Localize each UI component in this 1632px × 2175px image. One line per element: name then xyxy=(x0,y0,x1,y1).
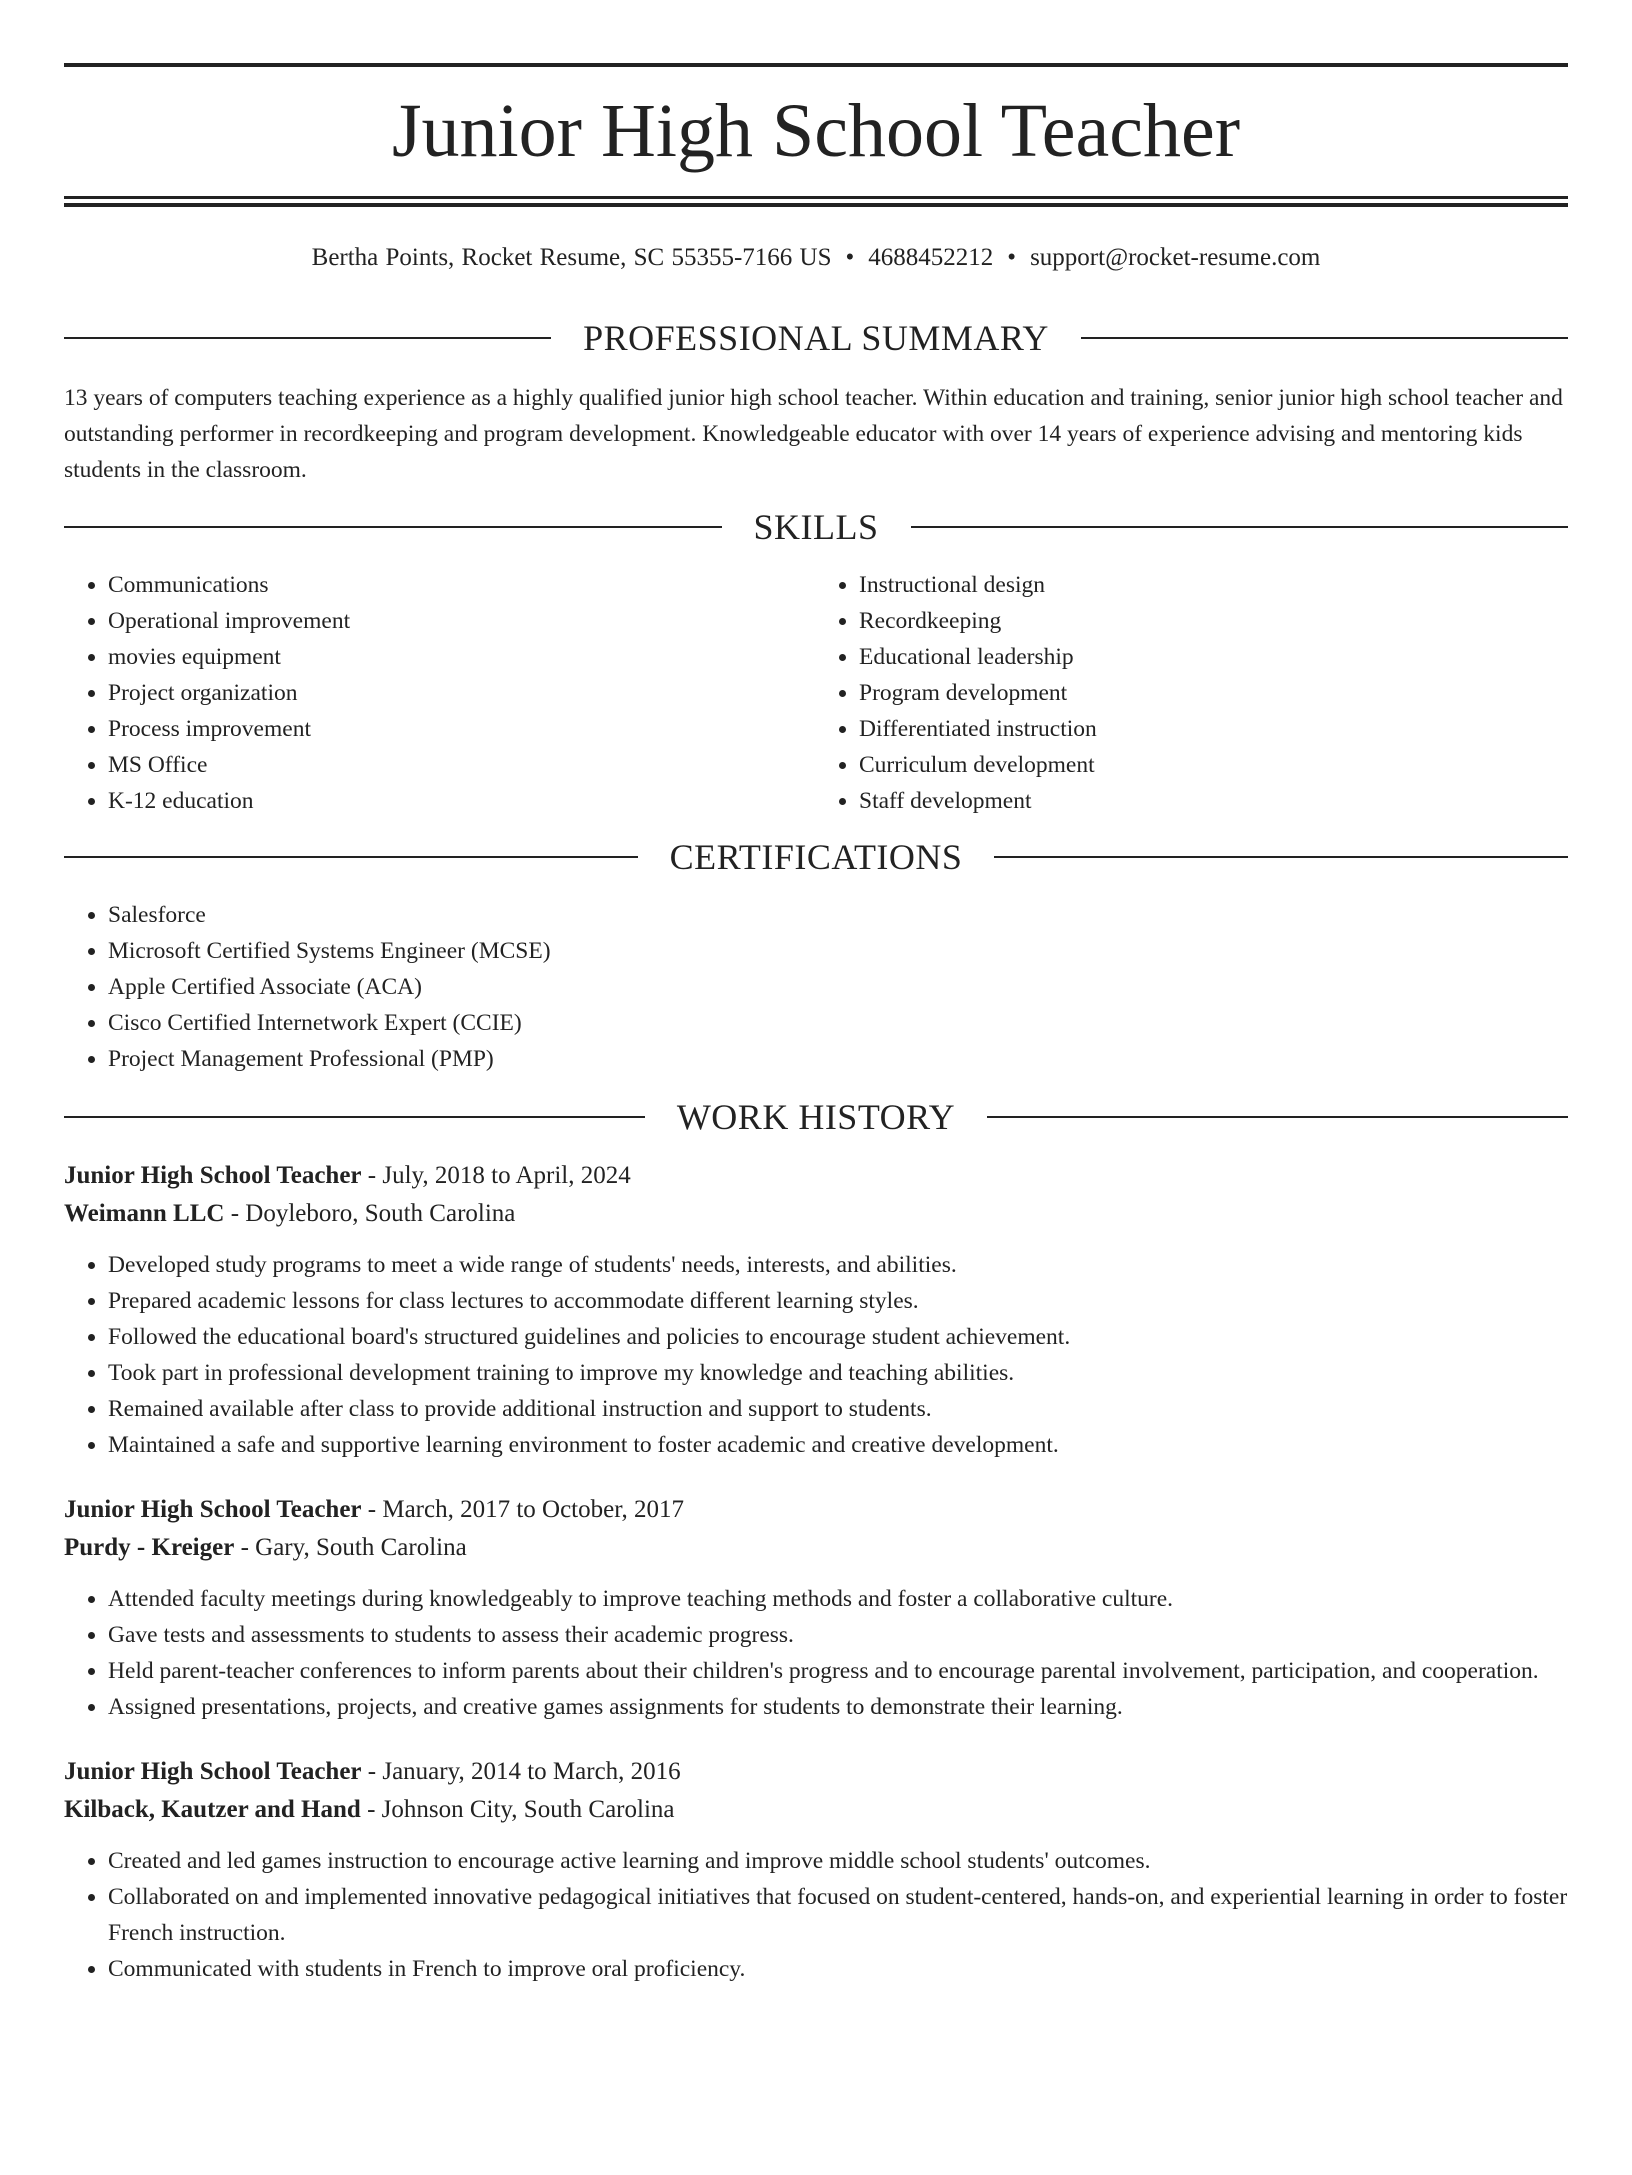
job-bullet: • Followed the educational board's structured guidelines and policies to encourage student achievement. xyxy=(108,1319,1568,1355)
heading-rule-left xyxy=(64,526,722,528)
skill-item: • Differentiated instruction xyxy=(859,711,1568,747)
job-bullets xyxy=(64,1581,1568,1725)
job-bullet: • Maintained a safe and supportive learning environment to foster academic and creative development. xyxy=(108,1427,1568,1463)
job-dates: January, 2014 to March, 2016 xyxy=(382,1758,681,1785)
job-title: Junior High School Teacher xyxy=(64,1496,362,1523)
job-location: Johnson City, South Carolina xyxy=(381,1796,675,1823)
skill-item: • Curriculum development xyxy=(859,747,1568,783)
job-entry xyxy=(64,1157,1568,1463)
skill-item: • Educational leadership xyxy=(859,639,1568,675)
heading-rule-left xyxy=(64,1116,645,1118)
resume-page xyxy=(0,63,1632,2175)
skill-item: • Project organization xyxy=(108,675,817,711)
contact-separator: • xyxy=(845,244,855,271)
job-title-line xyxy=(64,1491,1568,1529)
job-company: Weimann LLC xyxy=(64,1200,225,1227)
job-location: Gary, South Carolina xyxy=(255,1534,467,1561)
contact-line xyxy=(64,245,1568,270)
job-separator: - xyxy=(224,1200,246,1227)
skill-item: • movies equipment xyxy=(108,639,817,675)
skill-item: • K-12 education xyxy=(108,783,817,819)
job-separator: - xyxy=(361,1758,383,1785)
certifications-list xyxy=(64,897,1568,1077)
skill-item: • Program development xyxy=(859,675,1568,711)
job-title: Junior High School Teacher xyxy=(64,1758,362,1785)
job-company-line xyxy=(64,1791,1568,1829)
job-bullet: • Prepared academic lessons for class lectures to accommodate different learning styles. xyxy=(108,1283,1568,1319)
heading-rule-right xyxy=(911,526,1569,528)
skill-item: • Communications xyxy=(108,567,817,603)
job-entry xyxy=(64,1491,1568,1725)
skill-item: • Process improvement xyxy=(108,711,817,747)
job-dates: March, 2017 to October, 2017 xyxy=(382,1496,685,1523)
summary-section-heading xyxy=(64,320,1568,356)
job-bullet: • Held parent-teacher conferences to inform parents about their children's progress and to encourage parental involvement, participation, and cooperation. xyxy=(108,1653,1568,1689)
skill-item: • Instructional design xyxy=(859,567,1568,603)
job-bullet: • Remained available after class to provide additional instruction and support to students. xyxy=(108,1391,1568,1427)
skills-section-heading xyxy=(64,509,1568,545)
job-bullets xyxy=(64,1843,1568,1987)
skill-item: • Staff development xyxy=(859,783,1568,819)
job-bullet: • Developed study programs to meet a wide range of students' needs, interests, and abilities. xyxy=(108,1247,1568,1283)
job-title: Junior High School Teacher xyxy=(64,1162,362,1189)
job-entry xyxy=(64,1753,1568,1987)
skill-item: • MS Office xyxy=(108,747,817,783)
job-separator: - xyxy=(234,1534,256,1561)
work-section-heading xyxy=(64,1099,1568,1135)
summary-heading: PROFESSIONAL SUMMARY xyxy=(583,318,1049,358)
heading-rule-left xyxy=(64,337,551,339)
resume-title: Junior High School Teacher xyxy=(391,89,1241,173)
job-bullet: • Took part in professional development training to improve my knowledge and teaching abilities. xyxy=(108,1355,1568,1391)
job-separator: - xyxy=(361,1162,383,1189)
job-bullet: • Collaborated on and implemented innovative pedagogical initiatives that focused on student-centered, hands-on, and experiential learning in order to foster French instruction. xyxy=(108,1879,1568,1951)
summary-text: 13 years of computers teaching experience as a highly qualified junior high school teacher. Within education and training, senior junior high school teacher and outstanding performer in recordkeeping and program development. Knowledgeable educator with over 14 years of experience advising and mentoring kids students in the classroom. xyxy=(64,385,1563,483)
job-bullet: • Communicated with students in French to improve oral proficiency. xyxy=(108,1951,1568,1987)
skills-heading: SKILLS xyxy=(753,507,879,547)
job-separator: - xyxy=(361,1496,383,1523)
heading-rule-left xyxy=(64,856,638,858)
contact-email: support@rocket-resume.com xyxy=(1030,244,1321,271)
heading-rule-right xyxy=(987,1116,1568,1118)
work-heading: WORK HISTORY xyxy=(676,1097,956,1137)
job-bullet: • Created and led games instruction to encourage active learning and improve middle school students' outcomes. xyxy=(108,1843,1568,1879)
job-title-line xyxy=(64,1157,1568,1195)
job-separator: - xyxy=(360,1796,382,1823)
job-bullet: • Attended faculty meetings during knowledgeably to improve teaching methods and foster a collaborative culture. xyxy=(108,1581,1568,1617)
heading-rule-right xyxy=(994,856,1568,858)
contact-address: Bertha Points, Rocket Resume, SC 55355-7166 US xyxy=(311,244,832,271)
certifications-section-heading xyxy=(64,839,1568,875)
job-company: Purdy - Kreiger xyxy=(64,1534,235,1561)
skills-list-left xyxy=(64,567,817,819)
skills-list-right xyxy=(817,567,1568,819)
heading-rule-right xyxy=(1081,337,1568,339)
certification-item: • Project Management Professional (PMP) xyxy=(108,1041,1568,1077)
skill-item: • Operational improvement xyxy=(108,603,817,639)
certifications-heading: CERTIFICATIONS xyxy=(669,837,963,877)
certification-item: • Salesforce xyxy=(108,897,1568,933)
job-bullets xyxy=(64,1247,1568,1463)
job-company-line xyxy=(64,1529,1568,1567)
skill-item: • Recordkeeping xyxy=(859,603,1568,639)
skills-grid xyxy=(64,567,1568,819)
contact-phone: 4688452212 xyxy=(868,244,994,271)
certification-item: • Cisco Certified Internetwork Expert (CCIE) xyxy=(108,1005,1568,1041)
contact-separator: • xyxy=(1007,244,1017,271)
certification-item: • Microsoft Certified Systems Engineer (MCSE) xyxy=(108,933,1568,969)
title-double-rule xyxy=(64,196,1568,207)
job-company: Kilback, Kautzer and Hand xyxy=(64,1796,361,1823)
work-history-list xyxy=(64,1157,1568,1987)
job-bullet: • Assigned presentations, projects, and creative games assignments for students to demonstrate their learning. xyxy=(108,1689,1568,1725)
job-title-line xyxy=(64,1753,1568,1791)
job-location: Doyleboro, South Carolina xyxy=(245,1200,516,1227)
job-dates: July, 2018 to April, 2024 xyxy=(382,1162,631,1189)
job-bullet: • Gave tests and assessments to students to assess their academic progress. xyxy=(108,1617,1568,1653)
job-company-line xyxy=(64,1195,1568,1233)
certification-item: • Apple Certified Associate (ACA) xyxy=(108,969,1568,1005)
